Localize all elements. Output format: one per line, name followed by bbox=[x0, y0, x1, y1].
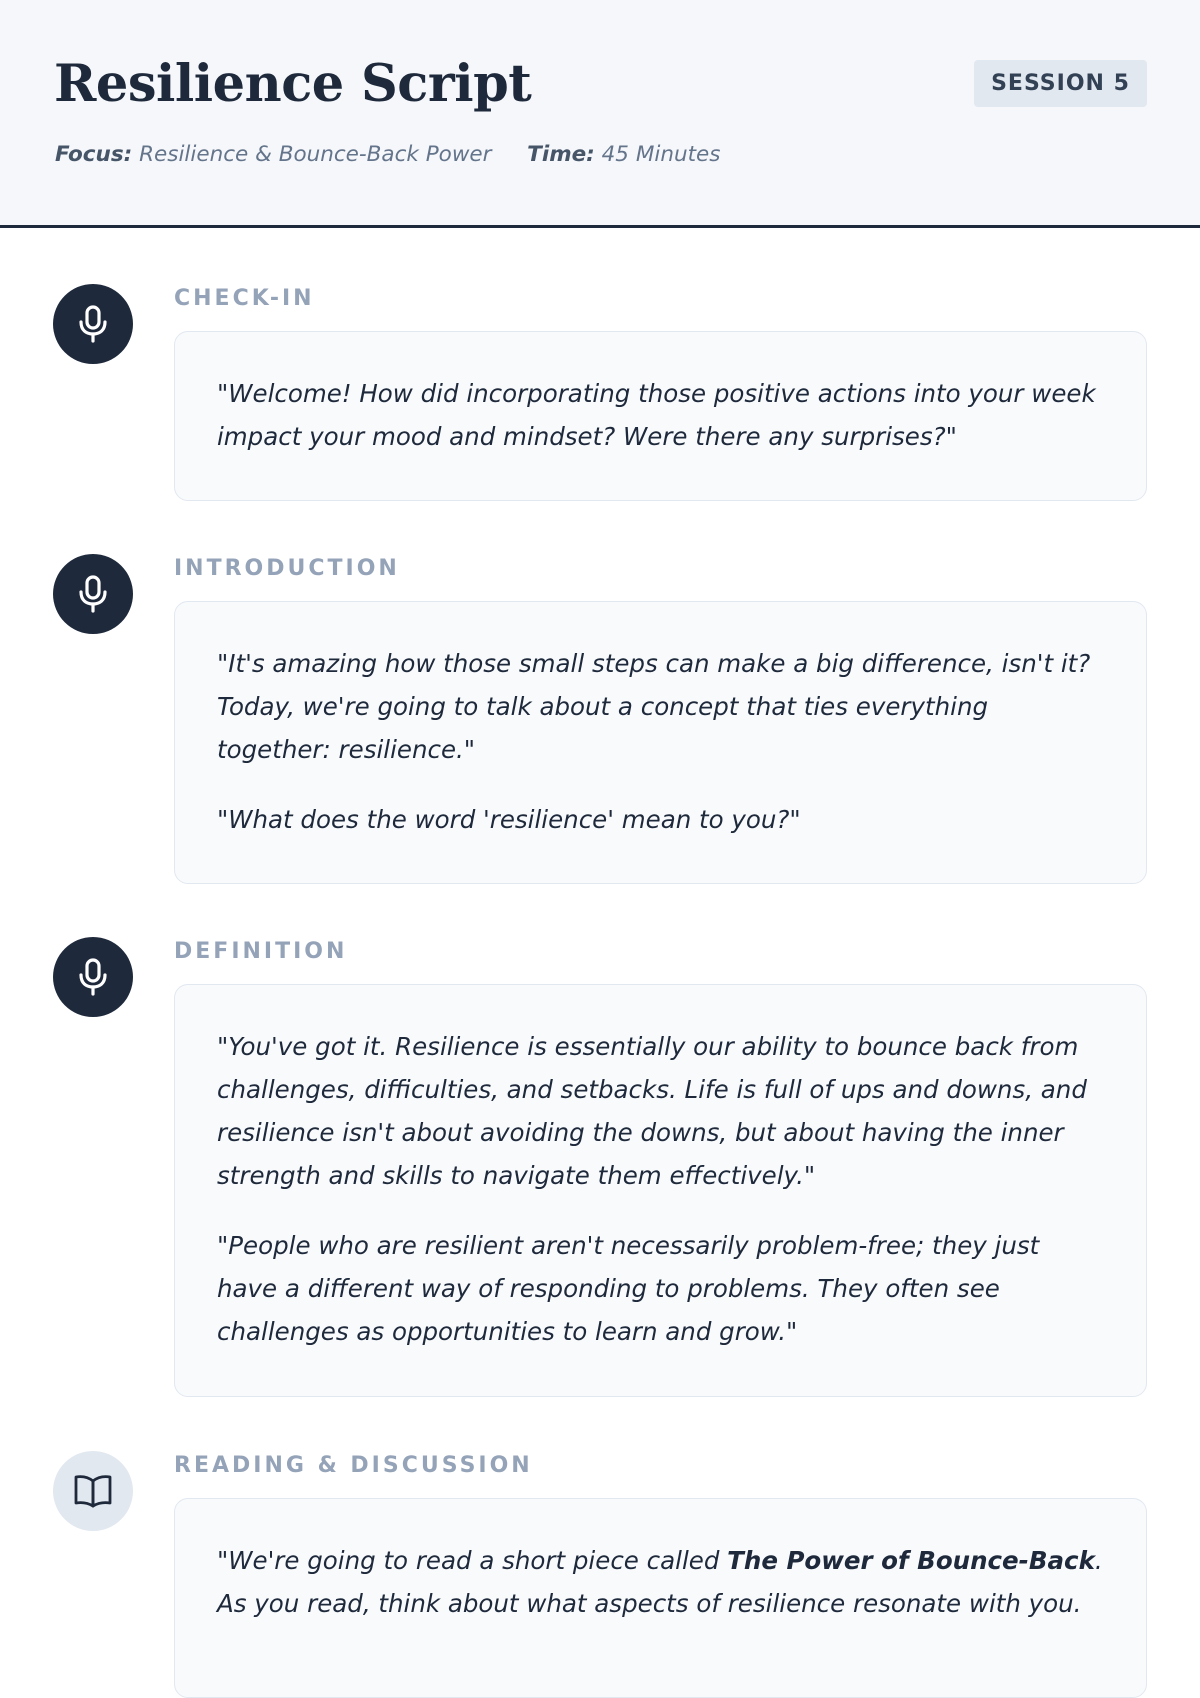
section-label-check-in: CHECK-IN bbox=[174, 286, 315, 311]
paragraph-rest: . As you read, think about what aspects of resilience resonate with you. bbox=[217, 1546, 1103, 1618]
focus-label: Focus: bbox=[55, 142, 133, 167]
session-meta bbox=[55, 142, 720, 167]
script-card-definition bbox=[174, 984, 1147, 1397]
script-paragraph: "You've got it. Resilience is essentially our ability to bounce back from challenges, difficulties, and setbacks. Life is full of ups and downs, and resilience isn't about avoiding the downs, but about having the inner strength and skills to navigate them effectively." bbox=[217, 1032, 1087, 1190]
microphone-icon bbox=[53, 284, 133, 364]
section-label-reading-discussion: READING & DISCUSSION bbox=[174, 1453, 533, 1478]
script-paragraph: "Welcome! How did incorporating those positive actions into your week impact your mood and mindset? Were there any surprises?" bbox=[217, 379, 1096, 451]
session-badge: SESSION 5 bbox=[974, 60, 1147, 107]
focus-value: Resilience & Bounce-Back Power bbox=[139, 142, 492, 167]
page-title: Resilience Script bbox=[54, 54, 532, 114]
script-card-reading-discussion bbox=[174, 1498, 1147, 1698]
section-label-definition: DEFINITION bbox=[174, 939, 348, 964]
open-book-icon bbox=[53, 1451, 133, 1531]
script-paragraph bbox=[217, 1539, 1104, 1625]
script-card-introduction bbox=[174, 601, 1147, 884]
time-label: Time: bbox=[527, 142, 595, 167]
paragraph-intro: "We're going to read a short piece called bbox=[217, 1546, 728, 1575]
script-card-check-in bbox=[174, 331, 1147, 501]
microphone-icon bbox=[53, 554, 133, 634]
time-value: 45 Minutes bbox=[601, 142, 721, 167]
script-header bbox=[0, 0, 1200, 228]
script-paragraph: "What does the word 'resilience' mean to you?" bbox=[217, 805, 801, 834]
script-paragraph: "It's amazing how those small steps can make a big difference, isn't it? Today, we're going to talk about a concept that ties everything together: resilience." bbox=[217, 649, 1091, 764]
section-label-introduction: INTRODUCTION bbox=[174, 556, 400, 581]
reading-title: The Power of Bounce-Back bbox=[727, 1546, 1095, 1575]
script-paragraph: "People who are resilient aren't necessarily problem-free; they just have a different way of responding to problems. They often see challenges as opportunities to learn and grow." bbox=[217, 1231, 1040, 1346]
microphone-icon bbox=[53, 937, 133, 1017]
